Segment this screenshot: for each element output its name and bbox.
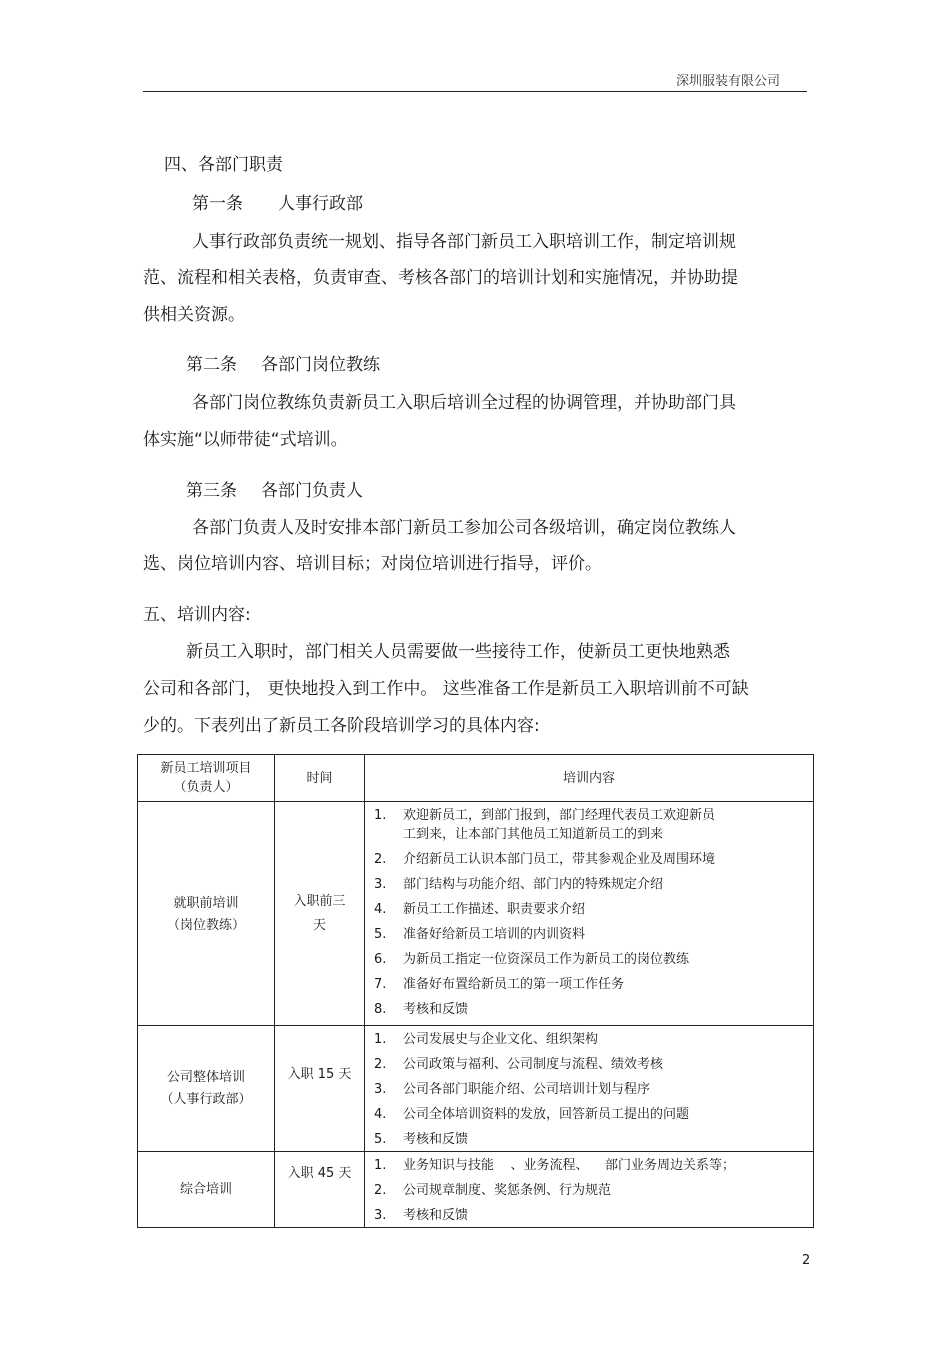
- list-item: 5. 考核和反馈: [374, 1132, 469, 1147]
- list-item: 4. 新员工工作描述、职责要求介绍: [374, 902, 586, 917]
- article2-name: 各部门岗位教练: [261, 355, 380, 375]
- list-item: 3. 公司各部门职能介绍、公司培训计划与程序: [374, 1082, 651, 1097]
- article2-heading: [186, 350, 380, 375]
- list-item: 8. 考核和反馈: [374, 1002, 469, 1017]
- table-row: [138, 1026, 814, 1152]
- section5-line: 少的。下表列出了新员工各阶段培训学习的具体内容:: [143, 716, 540, 736]
- article2-line: 体实施“以师带徒“式培训。: [143, 430, 348, 450]
- section5-line: 公司和各部门， 更快地投入到工作中。 这些准备工作是新员工入职培训前不可缺: [143, 679, 749, 699]
- training-table: [137, 754, 814, 1228]
- row-time: 入职 15 天: [275, 1026, 365, 1152]
- article1-heading: [192, 189, 363, 214]
- section5-line: 新员工入职时，部门相关人员需要做一些接待工作，使新员工更快地熟悉: [186, 642, 730, 662]
- list-item: 6. 为新员工指定一位资深员工作为新员工的岗位教练: [374, 952, 690, 967]
- article3-name: 各部门负责人: [261, 481, 363, 501]
- header-project: 新员工培训项目 （负责人）: [138, 755, 275, 802]
- header-content: 培训内容: [365, 755, 814, 802]
- row-time: 入职 45 天: [275, 1152, 365, 1228]
- list-item: 3. 考核和反馈: [374, 1208, 469, 1223]
- list-item: 5. 准备好给新员工培训的内训资料: [374, 927, 586, 942]
- list-item: 3. 部门结构与功能介绍、部门内的特殊规定介绍: [374, 877, 664, 892]
- table-row: [138, 1152, 814, 1228]
- article1-name: 人事行政部: [278, 194, 363, 214]
- table-header-row: [138, 755, 814, 802]
- row-project: 公司整体培训 （人事行政部）: [138, 1026, 275, 1152]
- list-item: 2. 公司政策与福利、公司制度与流程、绩效考核: [374, 1057, 664, 1072]
- table-row: [138, 802, 814, 1026]
- list-item: 1. 公司发展史与企业文化、组织架构: [374, 1032, 599, 1047]
- article1-line: 人事行政部负责统一规划、指导各部门新员工入职培训工作，制定培训规: [192, 232, 736, 252]
- row-content: [365, 802, 814, 1026]
- article3-line: 各部门负责人及时安排本部门新员工参加公司各级培训，确定岗位教练人: [192, 518, 736, 538]
- row-time: 入职前三 天: [275, 802, 365, 1026]
- article2-number: 第二条: [186, 355, 237, 375]
- header-company-name: 深圳服装有限公司: [675, 74, 780, 89]
- article1-line: 供相关资源。: [143, 305, 245, 325]
- list-item: 2. 介绍新员工认识本部门员工，带其参观企业及周围环境: [374, 852, 716, 867]
- article1-line: 范、流程和相关表格，负责审查、考核各部门的培训计划和实施情况，并协助提: [143, 268, 738, 288]
- list-item: 1. 业务知识与技能 、业务流程、 部门业务周边关系等；: [374, 1158, 736, 1173]
- section5-title: 五、培训内容:: [143, 605, 251, 625]
- row-project: 就职前培训 （岗位教练）: [138, 802, 275, 1026]
- section4-title: 四、各部门职责: [164, 155, 283, 175]
- article3-heading: [186, 476, 363, 501]
- article1-number: 第一条: [192, 194, 243, 214]
- article3-line: 选、岗位培训内容、培训目标；对岗位培训进行指导，评价。: [143, 554, 602, 574]
- page-number: 2: [802, 1253, 811, 1268]
- article3-number: 第三条: [186, 481, 237, 501]
- list-item: 2. 公司规章制度、奖惩条例、行为规范: [374, 1183, 612, 1198]
- row-project: 综合培训: [138, 1152, 275, 1228]
- header-time: 时间: [275, 755, 365, 802]
- header-rule: [143, 91, 807, 92]
- row-content: [365, 1152, 814, 1228]
- article2-line: 各部门岗位教练负责新员工入职后培训全过程的协调管理，并协助部门具: [192, 393, 736, 413]
- list-item: 4. 公司全体培训资料的发放，回答新员工提出的问题: [374, 1107, 690, 1122]
- list-item: 1. 欢迎新员工，到部门报到，部门经理代表员工欢迎新员 工到来，让本部门其他员工知道新员工的到来: [374, 808, 716, 842]
- list-item: 7. 准备好布置给新员工的第一项工作任务: [374, 977, 625, 992]
- row-content: [365, 1026, 814, 1152]
